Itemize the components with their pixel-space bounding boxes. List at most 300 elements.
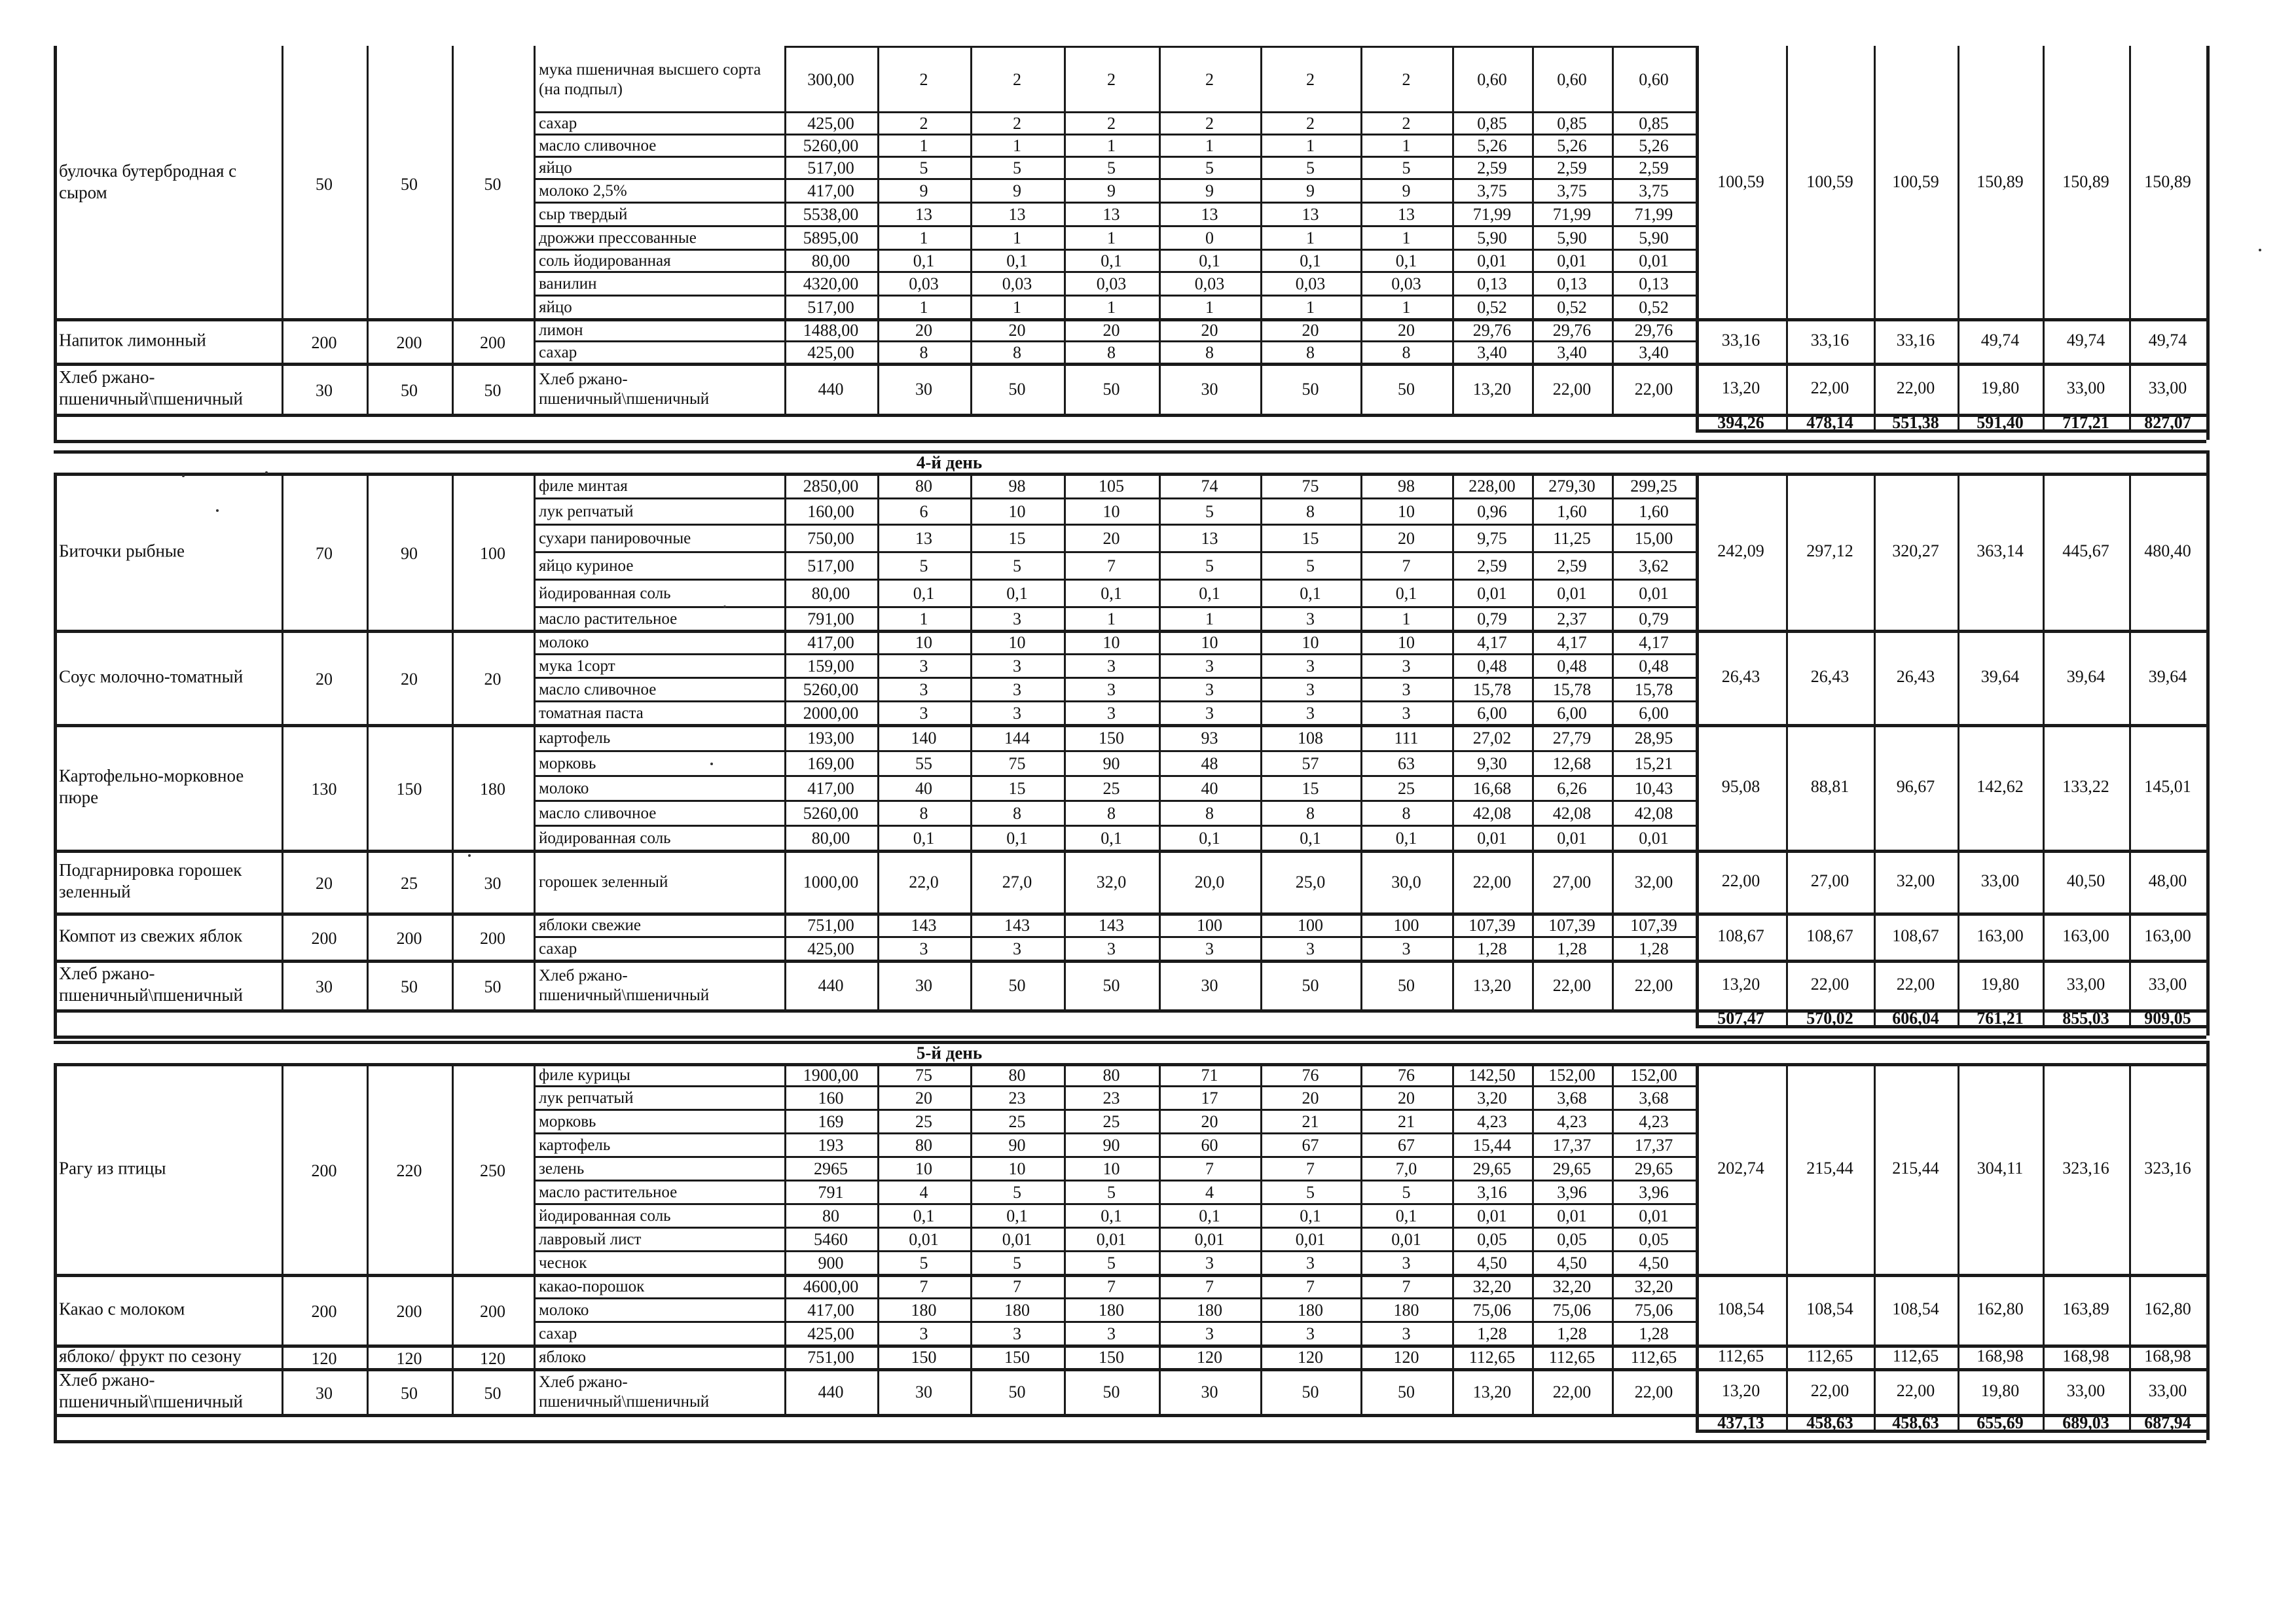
ingredient-name: яйцо куриное bbox=[539, 557, 634, 575]
grid-line bbox=[534, 936, 1696, 938]
ingredient-qty: 180 bbox=[911, 1301, 937, 1320]
ingredient-qty: 10 bbox=[1008, 502, 1026, 521]
ingredient-cost: 71,99 bbox=[1472, 205, 1512, 224]
ingredient-cost: 112,65 bbox=[1468, 1348, 1516, 1367]
ingredient-price: 5260,00 bbox=[803, 136, 859, 155]
portion-size: 50 bbox=[484, 977, 501, 996]
ingredient-qty: 5 bbox=[1402, 158, 1411, 177]
ingredient-qty: 63 bbox=[1398, 754, 1415, 773]
dish-total: 26,43 bbox=[1810, 667, 1850, 686]
dish-total: 49,74 bbox=[2066, 331, 2105, 350]
ingredient-cost: 0,01 bbox=[1557, 251, 1587, 270]
table-left-border bbox=[54, 1063, 57, 1440]
ingredient-qty: 13 bbox=[1201, 529, 1218, 548]
ingredient-cost: 4,23 bbox=[1557, 1112, 1587, 1131]
ingredient-name: яблоко bbox=[539, 1348, 586, 1366]
ingredient-cost: 11,25 bbox=[1553, 529, 1591, 548]
ingredient-cost: 5,26 bbox=[1477, 136, 1507, 155]
ingredient-qty: 15 bbox=[1008, 779, 1026, 798]
ingredient-qty: 20 bbox=[1102, 529, 1120, 548]
ingredient-qty: 8 bbox=[1306, 804, 1315, 823]
ingredient-cost: 279,30 bbox=[1548, 477, 1595, 496]
day-total: 458,63 bbox=[1892, 1413, 1939, 1432]
grid-line bbox=[784, 1063, 786, 1414]
portion-size: 50 bbox=[401, 977, 418, 996]
dish-name: Какао с молоком bbox=[59, 1299, 185, 1319]
ingredient-qty: 50 bbox=[1302, 976, 1319, 995]
ingredient-qty: 7 bbox=[1306, 1159, 1315, 1178]
ingredient-qty: 1 bbox=[1402, 228, 1411, 247]
grid-line bbox=[534, 46, 536, 414]
ingredient-qty: 1 bbox=[1402, 136, 1411, 155]
ingredient-qty: 5 bbox=[919, 1254, 928, 1272]
ingredient-cost: 32,20 bbox=[1634, 1277, 1673, 1296]
grid-line bbox=[1159, 1063, 1161, 1414]
grid-line bbox=[1696, 473, 1699, 1025]
portion-size: 30 bbox=[316, 1384, 333, 1403]
ingredient-cost: 0,01 bbox=[1639, 829, 1669, 848]
dish-total: 168,98 bbox=[2144, 1346, 2191, 1365]
grid-line bbox=[534, 1156, 1696, 1158]
dish-total: 108,54 bbox=[1892, 1299, 1939, 1318]
ingredient-qty: 3 bbox=[1402, 939, 1411, 958]
ingredient-qty: 150 bbox=[911, 1348, 937, 1367]
portion-size: 100 bbox=[480, 544, 505, 563]
ingredient-qty: 9 bbox=[919, 181, 928, 200]
ingredient-cost: 0,01 bbox=[1557, 1206, 1587, 1225]
grid-line bbox=[784, 473, 786, 1009]
grid-line bbox=[1612, 46, 1614, 414]
ingredient-qty: 50 bbox=[1102, 1382, 1120, 1401]
ingredient-qty: 50 bbox=[1398, 1382, 1415, 1401]
ingredient-qty: 1 bbox=[1402, 609, 1411, 628]
ingredient-cost: 152,00 bbox=[1630, 1066, 1677, 1085]
ingredient-cost: 3,96 bbox=[1639, 1183, 1669, 1202]
ingredient-qty: 180 bbox=[1099, 1301, 1124, 1320]
ingredient-cost: 28,95 bbox=[1634, 729, 1673, 748]
dish-total: 100,59 bbox=[1717, 172, 1764, 191]
grid-line bbox=[1532, 46, 1534, 414]
ingredient-qty: 3 bbox=[1107, 704, 1116, 723]
ingredient-qty: 7 bbox=[1205, 1277, 1214, 1296]
dish-total: 142,62 bbox=[1977, 777, 2024, 796]
ingredient-cost: 1,28 bbox=[1557, 1324, 1587, 1343]
ingredient-qty: 120 bbox=[1197, 1348, 1222, 1367]
ingredient-price: 5538,00 bbox=[803, 205, 859, 224]
portion-size: 200 bbox=[396, 929, 422, 948]
dish-total: 39,64 bbox=[2066, 667, 2105, 686]
ingredient-qty: 30 bbox=[1201, 380, 1218, 399]
portion-size: 200 bbox=[480, 1302, 505, 1321]
ingredient-qty: 2 bbox=[1107, 114, 1116, 133]
day-total: 551,38 bbox=[1892, 413, 1939, 432]
ingredient-name: масло сливочное bbox=[539, 681, 657, 698]
day-total-rule bbox=[1696, 429, 2206, 433]
ingredient-qty: 0,01 bbox=[1194, 1230, 1225, 1249]
ingredient-qty: 10 bbox=[915, 633, 932, 652]
ingredient-price: 417,00 bbox=[807, 1301, 854, 1320]
ingredient-qty: 1 bbox=[919, 136, 928, 155]
ingredient-qty: 3 bbox=[1402, 704, 1411, 723]
ingredient-qty: 3 bbox=[1402, 1254, 1411, 1272]
ingredient-cost: 0,01 bbox=[1477, 584, 1507, 603]
ingredient-price: 791 bbox=[818, 1183, 844, 1202]
ingredient-qty: 25 bbox=[915, 1112, 932, 1131]
grid-line bbox=[784, 46, 786, 414]
ingredient-cost: 1,28 bbox=[1639, 1324, 1669, 1343]
grid-line bbox=[1958, 473, 1959, 1025]
ingredient-qty: 0,01 bbox=[909, 1230, 939, 1249]
ingredient-qty: 30 bbox=[915, 380, 932, 399]
ingredient-name: молоко bbox=[539, 634, 589, 651]
dish-total: 33,00 bbox=[2148, 1381, 2187, 1400]
ingredient-qty: 2 bbox=[1402, 114, 1411, 133]
ingredient-name: сахар bbox=[539, 115, 577, 132]
ingredient-qty: 7 bbox=[1402, 1277, 1411, 1296]
ingredient-cost: 3,75 bbox=[1477, 181, 1507, 200]
grid-line bbox=[877, 46, 879, 414]
dish-separator bbox=[54, 1344, 2206, 1348]
ingredient-qty: 0,1 bbox=[1199, 251, 1220, 270]
ingredient-name: морковь bbox=[539, 755, 596, 772]
ingredient-qty: 0,01 bbox=[1096, 1230, 1127, 1249]
day-total: 687,94 bbox=[2144, 1413, 2191, 1432]
ingredient-cost: 0,01 bbox=[1639, 584, 1669, 603]
ingredient-qty: 25 bbox=[1398, 779, 1415, 798]
ingredient-cost: 9,30 bbox=[1477, 754, 1507, 773]
ingredient-name: соль йодированная bbox=[539, 252, 671, 270]
ingredient-price: 425,00 bbox=[807, 114, 854, 133]
ingredient-price: 80,00 bbox=[811, 829, 850, 848]
ingredient-qty: 3 bbox=[919, 680, 928, 699]
ingredient-cost: 12,68 bbox=[1552, 754, 1592, 773]
grid-line bbox=[1696, 1063, 1699, 1430]
ingredient-cost: 6,00 bbox=[1477, 704, 1507, 723]
day-total: 591,40 bbox=[1977, 413, 2024, 432]
ingredient-name: Хлеб ржано-пшеничный\пшеничный bbox=[539, 370, 710, 408]
grid-line bbox=[1532, 473, 1534, 1009]
ingredient-cost: 0,01 bbox=[1639, 251, 1669, 270]
ingredient-name: лавровый лист bbox=[539, 1231, 642, 1248]
ingredient-name: масло сливочное bbox=[539, 804, 657, 822]
dish-total: 108,67 bbox=[1892, 926, 1939, 945]
ingredient-qty: 1 bbox=[1013, 298, 1021, 317]
ingredient-cost: 13,20 bbox=[1472, 976, 1512, 995]
dish-separator bbox=[54, 414, 2206, 417]
ingredient-price: 900 bbox=[818, 1254, 844, 1272]
ingredient-cost: 15,78 bbox=[1634, 680, 1673, 699]
ingredient-cost: 71,99 bbox=[1552, 205, 1592, 224]
ingredient-qty: 1 bbox=[919, 228, 928, 247]
dish-total: 100,59 bbox=[1892, 172, 1939, 191]
grid-line bbox=[534, 551, 1696, 553]
grid-line bbox=[1064, 473, 1066, 1009]
ingredient-qty: 0,1 bbox=[1300, 1206, 1321, 1225]
portion-size: 220 bbox=[396, 1161, 422, 1180]
ingredient-cost: 0,01 bbox=[1557, 584, 1587, 603]
ingredient-qty: 180 bbox=[1197, 1301, 1222, 1320]
ingredient-name: сыр твердый bbox=[539, 206, 628, 223]
ingredient-cost: 6,00 bbox=[1639, 704, 1669, 723]
grid-line bbox=[534, 271, 1696, 273]
portion-size: 200 bbox=[480, 333, 505, 352]
grid-line bbox=[534, 134, 1696, 135]
ingredient-price: 425,00 bbox=[807, 343, 854, 362]
ingredient-cost: 1,60 bbox=[1639, 502, 1669, 521]
dish-total: 39,64 bbox=[1980, 667, 2020, 686]
ingredient-cost: 3,62 bbox=[1639, 556, 1669, 575]
ingredient-qty: 0,1 bbox=[1101, 1206, 1122, 1225]
ingredient-qty: 2 bbox=[1013, 114, 1021, 133]
ingredient-cost: 142,50 bbox=[1468, 1066, 1516, 1085]
ingredient-qty: 98 bbox=[1398, 477, 1415, 496]
ingredient-qty: 20 bbox=[1302, 321, 1319, 340]
ingredient-cost: 29,76 bbox=[1472, 321, 1512, 340]
portion-size: 50 bbox=[484, 175, 501, 194]
grid-line bbox=[534, 1227, 1696, 1229]
ingredient-qty: 5 bbox=[1013, 158, 1021, 177]
portion-size: 30 bbox=[484, 874, 501, 893]
dish-separator bbox=[54, 960, 2206, 963]
ingredient-cost: 0,85 bbox=[1477, 114, 1507, 133]
ingredient-qty: 0,03 bbox=[1391, 274, 1421, 293]
ingredient-qty: 105 bbox=[1099, 477, 1124, 496]
ingredient-name: масло растительное bbox=[539, 1183, 678, 1201]
ingredient-qty: 2 bbox=[919, 114, 928, 133]
grid-line bbox=[452, 46, 454, 414]
ingredient-cost: 29,65 bbox=[1634, 1159, 1673, 1178]
ingredient-qty: 9 bbox=[1013, 181, 1021, 200]
ingredient-name: мука пшеничная высшего сорта (на подпыл) bbox=[539, 61, 761, 98]
ingredient-cost: 13,20 bbox=[1472, 1382, 1512, 1401]
ingredient-cost: 27,00 bbox=[1552, 873, 1592, 892]
grid-line bbox=[534, 473, 536, 1009]
ingredient-qty: 1 bbox=[1205, 298, 1214, 317]
ingredient-qty: 3 bbox=[1013, 609, 1021, 628]
grid-line bbox=[1260, 473, 1262, 1009]
day-total: 437,13 bbox=[1717, 1413, 1764, 1432]
ingredient-cost: 6,00 bbox=[1557, 704, 1587, 723]
ingredient-qty: 7 bbox=[919, 1277, 928, 1296]
ingredient-qty: 10 bbox=[1302, 633, 1319, 652]
ingredient-qty: 25 bbox=[1102, 779, 1120, 798]
portion-size: 200 bbox=[311, 333, 337, 352]
block-bottom-rule bbox=[54, 1440, 2206, 1443]
portion-size: 50 bbox=[401, 381, 418, 400]
dish-separator bbox=[54, 1009, 2206, 1013]
ingredient-qty: 30 bbox=[1201, 976, 1218, 995]
ingredient-qty: 3 bbox=[1013, 704, 1021, 723]
ingredient-price: 2000,00 bbox=[803, 704, 859, 723]
dish-separator bbox=[54, 630, 2206, 633]
dish-separator bbox=[54, 850, 2206, 853]
ingredient-qty: 7 bbox=[1107, 556, 1116, 575]
ingredient-cost: 3,40 bbox=[1477, 343, 1507, 362]
grid-line bbox=[534, 579, 1696, 581]
dish-total: 22,00 bbox=[1896, 378, 1935, 397]
ingredient-price: 193 bbox=[818, 1136, 844, 1155]
ingredient-price: 517,00 bbox=[807, 158, 854, 177]
ingredient-cost: 1,60 bbox=[1557, 502, 1587, 521]
ingredient-cost: 71,99 bbox=[1634, 205, 1673, 224]
ingredient-qty: 2 bbox=[1013, 70, 1021, 89]
ingredient-cost: 22,00 bbox=[1634, 976, 1673, 995]
scan-speck bbox=[710, 763, 713, 765]
grid-line bbox=[282, 1063, 283, 1414]
ingredient-qty: 30 bbox=[1201, 1382, 1218, 1401]
ingredient-qty: 48 bbox=[1201, 754, 1218, 773]
ingredient-name: дрожжи прессованные bbox=[539, 229, 697, 247]
ingredient-price: 517,00 bbox=[807, 556, 854, 575]
ingredient-cost: 4,17 bbox=[1639, 633, 1669, 652]
ingredient-qty: 57 bbox=[1302, 754, 1319, 773]
dish-total: 150,89 bbox=[1977, 172, 2024, 191]
portion-size: 20 bbox=[401, 670, 418, 689]
portion-size: 130 bbox=[311, 780, 337, 799]
ingredient-name: яблоки свежие bbox=[539, 916, 641, 934]
ingredient-price: 425,00 bbox=[807, 939, 854, 958]
ingredient-cost: 0,48 bbox=[1477, 657, 1507, 676]
ingredient-cost: 0,60 bbox=[1477, 70, 1507, 89]
ingredient-cost: 15,78 bbox=[1472, 680, 1512, 699]
ingredient-cost: 3,16 bbox=[1477, 1183, 1507, 1202]
ingredient-cost: 152,00 bbox=[1548, 1066, 1595, 1085]
ingredient-qty: 180 bbox=[1298, 1301, 1323, 1320]
dish-total: 13,20 bbox=[1721, 975, 1760, 994]
table-right-border bbox=[2206, 450, 2210, 1036]
ingredient-qty: 7 bbox=[1402, 556, 1411, 575]
ingredient-name: морковь bbox=[539, 1113, 596, 1130]
ingredient-cost: 5,90 bbox=[1477, 228, 1507, 247]
grid-line bbox=[534, 1109, 1696, 1111]
ingredient-cost: 2,59 bbox=[1477, 158, 1507, 177]
dish-separator bbox=[54, 318, 2206, 321]
dish-total: 39,64 bbox=[2148, 667, 2187, 686]
dish-total: 19,80 bbox=[1980, 1381, 2020, 1400]
ingredient-qty: 50 bbox=[1302, 1382, 1319, 1401]
ingredient-qty: 10 bbox=[1008, 1159, 1026, 1178]
dish-total: 168,98 bbox=[1977, 1346, 2024, 1365]
dish-name: Компот из свежих яблок bbox=[59, 926, 243, 946]
ingredient-qty: 140 bbox=[911, 729, 937, 748]
grid-line bbox=[1452, 473, 1454, 1009]
grid-line bbox=[1696, 46, 1699, 429]
ingredient-name: масло растительное bbox=[539, 610, 678, 628]
ingredient-cost: 17,37 bbox=[1552, 1136, 1592, 1155]
ingredient-qty: 10 bbox=[1398, 502, 1415, 521]
ingredient-cost: 0,05 bbox=[1639, 1230, 1669, 1249]
dish-total: 163,00 bbox=[2062, 926, 2109, 945]
ingredient-qty: 2 bbox=[1306, 70, 1315, 89]
portion-size: 250 bbox=[480, 1161, 505, 1180]
ingredient-qty: 93 bbox=[1201, 729, 1218, 748]
ingredient-qty: 8 bbox=[1205, 343, 1214, 362]
dish-total: 162,80 bbox=[2144, 1299, 2191, 1318]
ingredient-qty: 100 bbox=[1197, 916, 1222, 935]
ingredient-cost: 32,20 bbox=[1552, 1277, 1592, 1296]
grid-line bbox=[1452, 46, 1454, 414]
ingredient-qty: 0,1 bbox=[1395, 1206, 1417, 1225]
ingredient-qty: 23 bbox=[1008, 1089, 1026, 1108]
ingredient-qty: 55 bbox=[915, 754, 932, 773]
ingredient-qty: 3 bbox=[1013, 939, 1021, 958]
ingredient-qty: 67 bbox=[1398, 1136, 1415, 1155]
ingredient-qty: 2 bbox=[1205, 114, 1214, 133]
grid-line bbox=[534, 1132, 1696, 1134]
dish-total: 19,80 bbox=[1980, 378, 2020, 397]
ingredient-qty: 2 bbox=[1306, 114, 1315, 133]
ingredient-cost: 22,00 bbox=[1552, 380, 1592, 399]
ingredient-cost: 29,65 bbox=[1472, 1159, 1512, 1178]
grid-line bbox=[534, 156, 1696, 158]
dish-total: 96,67 bbox=[1896, 777, 1935, 796]
ingredient-qty: 3 bbox=[919, 939, 928, 958]
ingredient-qty: 0,03 bbox=[1194, 274, 1225, 293]
grid-line bbox=[1452, 1063, 1454, 1414]
dish-total: 304,11 bbox=[1977, 1159, 2024, 1178]
ingredient-qty: 80 bbox=[1102, 1066, 1120, 1085]
dish-total: 108,67 bbox=[1806, 926, 1853, 945]
ingredient-qty: 2 bbox=[1107, 70, 1116, 89]
ingredient-name: молоко bbox=[539, 1301, 589, 1319]
ingredient-name: томатная паста bbox=[539, 704, 644, 722]
ingredient-qty: 0,1 bbox=[1101, 584, 1122, 603]
ingredient-qty: 1 bbox=[1107, 228, 1116, 247]
ingredient-qty: 3 bbox=[1306, 939, 1315, 958]
ingredient-cost: 2,59 bbox=[1477, 556, 1507, 575]
scan-speck bbox=[265, 471, 268, 474]
ingredient-price: 791,00 bbox=[807, 609, 854, 628]
grid-line bbox=[534, 750, 1696, 752]
dish-total: 202,74 bbox=[1717, 1159, 1764, 1178]
ingredient-qty: 3 bbox=[1402, 680, 1411, 699]
ingredient-cost: 9,75 bbox=[1477, 529, 1507, 548]
grid-line bbox=[534, 111, 1696, 113]
portion-size: 20 bbox=[316, 874, 333, 893]
ingredient-cost: 0,01 bbox=[1639, 1206, 1669, 1225]
ingredient-qty: 8 bbox=[1306, 502, 1315, 521]
grid-line bbox=[534, 202, 1696, 204]
ingredient-qty: 5 bbox=[1306, 1183, 1315, 1202]
ingredient-qty: 50 bbox=[1102, 380, 1120, 399]
ingredient-qty: 25 bbox=[1102, 1112, 1120, 1131]
grid-line bbox=[1064, 46, 1066, 414]
ingredient-qty: 25,0 bbox=[1295, 873, 1326, 892]
ingredient-cost: 15,78 bbox=[1552, 680, 1592, 699]
grid-line bbox=[877, 1063, 879, 1414]
ingredient-qty: 20 bbox=[1398, 529, 1415, 548]
dish-total: 33,00 bbox=[1980, 871, 2020, 890]
ingredient-qty: 0,03 bbox=[909, 274, 939, 293]
ingredient-cost: 5,90 bbox=[1557, 228, 1587, 247]
ingredient-qty: 75 bbox=[1302, 477, 1319, 496]
day-total: 855,03 bbox=[2062, 1009, 2109, 1028]
ingredient-qty: 13 bbox=[1302, 205, 1319, 224]
ingredient-price: 80,00 bbox=[811, 584, 850, 603]
ingredient-qty: 9 bbox=[1402, 181, 1411, 200]
ingredient-qty: 8 bbox=[1205, 804, 1214, 823]
grid-line bbox=[1612, 1063, 1614, 1414]
ingredient-qty: 50 bbox=[1398, 380, 1415, 399]
dish-total: 33,00 bbox=[2066, 1381, 2105, 1400]
ingredient-qty: 111 bbox=[1394, 729, 1419, 748]
day-total: 507,47 bbox=[1717, 1009, 1764, 1028]
ingredient-name: яйцо bbox=[539, 298, 572, 316]
ingredient-qty: 10 bbox=[915, 1159, 932, 1178]
ingredient-name: зелень bbox=[539, 1160, 585, 1178]
ingredient-cost: 22,00 bbox=[1552, 976, 1592, 995]
dish-name: Соус молочно-томатный bbox=[59, 666, 244, 687]
